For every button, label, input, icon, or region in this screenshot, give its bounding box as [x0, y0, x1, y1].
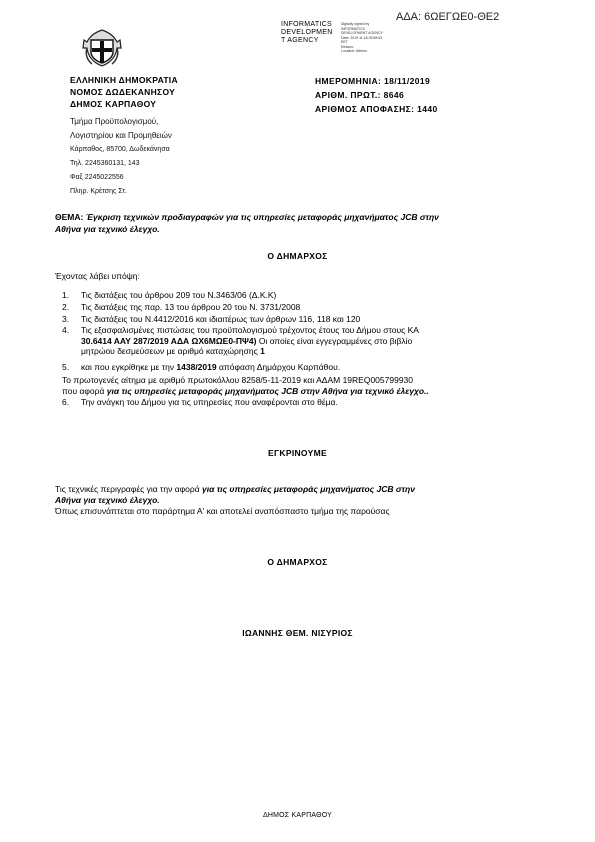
- signature-detail-line: Reason:: [341, 44, 355, 49]
- decision-number: ΑΡΙΘΜΟΣ ΑΠΟΦΑΣΗΣ: 1440: [315, 104, 438, 114]
- list-item-number: 5.: [62, 362, 70, 372]
- budget-code: 30.6414 ΑΑΥ 287/2019 ΑΔΑ ΩΧ6ΜΩΕ0-ΠΨ4): [81, 335, 257, 346]
- approve-paragraph: [55, 484, 545, 517]
- subject-text-continued: Αθήνα για τεχνικό έλεγχο.: [55, 224, 160, 234]
- list-item-text: Τις διατάξεις της παρ. 13 του άρθρου 20 του Ν. 3731/2008: [81, 302, 301, 312]
- signature-detail-line: EET: [341, 40, 348, 44]
- agency-signature-label: [281, 21, 333, 45]
- subject-text: Έγκριση τεχνικών προδιαγραφών για τις υπηρεσίες μεταφοράς μηχανήματος JCB στην: [83, 212, 439, 222]
- list-item-text-part: μητρώου δεσμεύσεων με αριθμό καταχώρησης: [81, 346, 261, 356]
- issuer-line: ΕΛΛΗΝΙΚΗ ΔΗΜΟΚΡΑΤΙΑ: [70, 75, 178, 85]
- digital-signature-details: [341, 22, 383, 54]
- primary-request-note: [62, 375, 552, 397]
- list-item: [0, 302, 595, 314]
- list-item-number: 4.: [62, 325, 70, 335]
- list-item-number: 3.: [62, 314, 70, 324]
- agency-line: INFORMATICS: [281, 21, 333, 28]
- ada-code: ΑΔΑ: 6ΩΕΓΩΕ0-ΘΕ2: [396, 11, 500, 23]
- list-item-text-part: απόφαση Δημάρχου Καρπάθου.: [216, 362, 341, 372]
- list-item-text: [81, 362, 541, 373]
- list-item-text-part: Το πρωτογενές αίτημα με αριθμό πρωτοκόλλου 8258/5-11-2019 και ΑΔΑΜ 19REQ005799930: [62, 375, 413, 385]
- document-date: ΗΜΕΡΟΜΗΝΙΑ: 18/11/2019: [315, 76, 431, 86]
- page-footer: ΔΗΜΟΣ ΚΑΡΠΑΘΟΥ: [263, 812, 332, 819]
- mayor-heading: Ο ΔΗΜΑΡΧΟΣ: [267, 251, 328, 261]
- approve-text: Τις τεχνικές περιγραφές για την αφορά: [55, 484, 202, 494]
- signature-detail-line: Digitally signed by: [341, 22, 370, 26]
- signatory-name: ΙΩΑΝΝΗΣ ΘΕΜ. ΝΙΣΥΡΙΟΣ: [242, 628, 353, 638]
- info-line: Τμήμα Προϋπολογισμού,: [70, 117, 159, 126]
- protocol-number: ΑΡΙΘΜ. ΠΡΩΤ.: 8646: [315, 90, 405, 100]
- issuer-line: ΝΟΜΟΣ ΔΩΔΕΚΑΝΗΣΟΥ: [70, 87, 176, 97]
- subject: [55, 211, 545, 235]
- list-item-number: 1.: [62, 290, 70, 300]
- issuer-line: ΔΗΜΟΣ ΚΑΡΠΑΘΟΥ: [70, 99, 157, 109]
- agency-line: T AGENCY: [281, 37, 319, 44]
- approve-text-emphasis: για τις υπηρεσίες μεταφοράς μηχανήματος JCB στην: [201, 484, 415, 494]
- considering-label: Έχοντας λάβει υπόψη:: [55, 271, 140, 281]
- greek-coat-of-arms-icon: [78, 26, 126, 70]
- list-item-number: 6.: [62, 397, 70, 407]
- info-line: Φαξ 2245022556: [70, 174, 124, 181]
- list-item-text-part: Οι οποίες είναι εγγεγραμμένες στο βιβλίο: [256, 335, 413, 346]
- info-line: Λογιστηρίου και Προμηθειών: [70, 131, 172, 140]
- signature-detail-line: Date: 2019.11.18 09:58:53: [341, 35, 383, 40]
- registration-number: 1: [260, 346, 265, 356]
- subject-label: ΘΕΜΑ:: [55, 212, 84, 222]
- document-meta: [315, 74, 438, 116]
- department-info: [70, 115, 172, 199]
- list-item-text: Τις διατάξεις του Ν.4412/2016 και ιδιαιτέρως των άρθρων 116, 118 και 120: [81, 314, 361, 324]
- info-line: Κάρπαθος, 85700, Δωδεκάνησα: [70, 146, 170, 153]
- list-item: [0, 325, 595, 359]
- list-item-text-part: Τις εξασφαλισμένες πιστώσεις του προϋπολογισμού τρέχοντος έτους του Δήμου στους ΚΑ: [81, 325, 419, 335]
- issuer-header: [70, 74, 178, 110]
- mayor-heading: Ο ΔΗΜΑΡΧΟΣ: [267, 557, 328, 567]
- signature-detail-line: DEVELOPMENT AGENCY: [341, 31, 383, 35]
- approve-text-emphasis: Αθήνα για τεχνικό έλεγχο.: [55, 495, 160, 505]
- list-item-text: [81, 325, 541, 357]
- mayor-decision-number: 1438/2019: [176, 362, 217, 372]
- approve-heading: ΕΓΚΡΙΝΟΥΜΕ: [268, 448, 327, 458]
- approve-text: Όπως επισυνάπτεται στο παράρτημα Α' και αποτελεί αναπόσπαστο τμήμα της παρούσας: [55, 506, 390, 516]
- list-item-text: Την ανάγκη του Δήμου για τις υπηρεσίες που αναφέρονται στο θέμα.: [81, 397, 338, 407]
- list-item-text-emphasis: για τις υπηρεσίες μεταφοράς μηχανήματος JCB στην Αθήνα για τεχνικό έλεγχο..: [106, 385, 429, 396]
- list-item: [0, 362, 595, 374]
- info-line: Πληρ. Κρέτσης Στ.: [70, 188, 127, 195]
- list-item-text-part: και που εγκρίθηκε με την: [81, 362, 177, 372]
- signature-detail-line: Location: Athens: [341, 49, 367, 53]
- list-item-number: 2.: [62, 302, 70, 312]
- list-item-text: Τις διατάξεις του άρθρου 209 του Ν.3463/06 (Δ.Κ.Κ): [81, 290, 277, 300]
- list-item: [0, 290, 595, 302]
- agency-line: DEVELOPMEN: [281, 29, 333, 36]
- info-line: Τηλ. 2245360131, 143: [70, 160, 140, 167]
- signature-detail-line: INFORMATICS: [341, 26, 365, 31]
- list-item: [0, 397, 595, 409]
- list-item-text-part: που αφορά: [62, 385, 107, 396]
